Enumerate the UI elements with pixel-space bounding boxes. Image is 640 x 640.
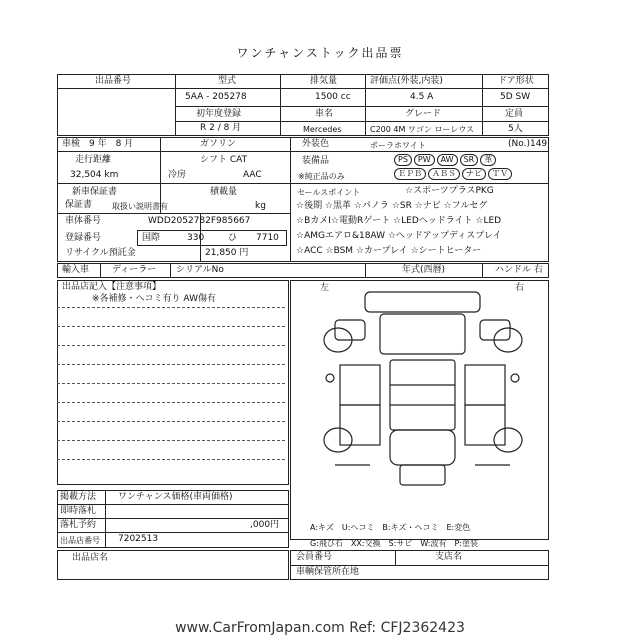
- equip-note: ※純正品のみ: [298, 172, 345, 181]
- reg-area: 国際: [142, 233, 161, 243]
- color-value: ポーラホワイト: [370, 141, 426, 150]
- mileage-label: 走行距離: [75, 155, 112, 165]
- car-name-label: 車名: [315, 109, 334, 119]
- equipment-label: 装備品: [302, 156, 330, 166]
- reg-kana: ひ: [228, 233, 238, 243]
- notes-header: 出品店記入【注意事項】: [62, 282, 162, 292]
- reg-class: 330: [187, 233, 205, 243]
- first-reg-value: R 2 / 8 月: [200, 123, 242, 133]
- newcar-label: 新車保証書: [72, 187, 118, 197]
- equip-row1: [394, 154, 498, 166]
- auction-label: 掲載方法: [60, 492, 97, 502]
- chassis-label: 車体番号: [65, 216, 102, 226]
- equip-leather: 革: [480, 154, 496, 166]
- legend-line-1: A:キズ U:ヘコミ B:キズ・ヘコミ E:変色: [310, 523, 471, 532]
- reg-label: 登録番号: [65, 233, 102, 243]
- model-value: 5AA - 205278: [185, 92, 247, 102]
- load-unit: kg: [255, 201, 266, 211]
- diagram-left-label: 左: [320, 283, 330, 293]
- recycle-label: リサイクル預託金: [65, 248, 136, 258]
- sheet-title: ワンチャンストック出品票: [236, 46, 404, 60]
- branch-label: 支店名: [435, 552, 463, 562]
- equip-navi: ナビ: [462, 168, 486, 180]
- score-label: 評価点(外装,内装): [370, 76, 443, 86]
- auction-value: ワンチャンス価格(車両価格): [118, 492, 233, 502]
- capacity-value: 5人: [508, 124, 523, 134]
- year-label: 年式(西暦): [402, 265, 446, 275]
- equip-abs: ＡＢＳ: [428, 168, 460, 180]
- load-label: 積載量: [210, 187, 238, 197]
- equip-tv: ＴＶ: [488, 168, 512, 180]
- diagram-right-label: 右: [515, 283, 525, 293]
- store-label: 出品店名: [72, 553, 109, 563]
- sales-line-5: ☆ACC ☆BSM ☆カープレイ ☆シートヒーター: [296, 246, 482, 256]
- immediate-label: 即時落札: [60, 506, 97, 516]
- sales-line-3: ☆BカメⅠ☆電動Rゲート ☆LEDヘッドライト ☆LED: [296, 216, 502, 226]
- equip-sr: SR: [460, 154, 479, 166]
- sales-line-4: ☆AMGエアロ&18AW ☆ヘッドアップディスプレイ: [296, 231, 502, 241]
- equip-epb: ＥＰＢ: [394, 168, 426, 180]
- reserve-label: 落札予約: [60, 520, 97, 530]
- grade-label: グレード: [405, 109, 442, 119]
- equip-pw: PW: [414, 154, 435, 166]
- displacement-value: 1500 cc: [315, 92, 351, 102]
- mileage-value: 32,504 km: [70, 170, 119, 180]
- equip-row2: [394, 168, 514, 180]
- chassis-value: WDD2052782F985667: [148, 216, 251, 226]
- serial-label: シリアルNo: [176, 265, 224, 275]
- member-label: 出品店番号: [60, 536, 100, 545]
- ac-label: 冷房: [168, 170, 187, 180]
- dealer-label: ディーラー: [112, 265, 157, 275]
- color-label: 外装色: [302, 139, 330, 149]
- handle-label: ハンドル 右: [495, 265, 543, 275]
- watermark-footer: www.CarFromJapan.com Ref: CFJ2362423: [175, 620, 465, 636]
- exhibit-label: 出品番号: [95, 76, 132, 86]
- grade-value: C200 4M ワゴン ローレウス: [370, 125, 475, 134]
- storage-label: 車輌保管所在地: [296, 567, 360, 577]
- shift-label: シフト CAT: [200, 155, 248, 165]
- manual-value: 取扱い説明書有: [112, 202, 168, 211]
- door-label: ドア形状: [498, 76, 534, 86]
- car-name-value: Mercedes: [303, 125, 342, 134]
- notes-line-1: ※各補修・ヘコミ有り AW傷有: [92, 294, 216, 304]
- door-value: 5D SW: [500, 92, 531, 102]
- recycle-value: 21,850 円: [205, 248, 249, 258]
- sales-line-1: ☆スポーツプラスPKG: [405, 186, 494, 196]
- score-value: 4.5 A: [410, 92, 434, 102]
- displacement-label: 排気量: [310, 76, 338, 86]
- sales-label: セールスポイント: [297, 188, 361, 197]
- equip-aw: AW: [437, 154, 458, 166]
- color-no: (No.)149: [508, 139, 548, 149]
- equip-ps: PS: [394, 154, 412, 166]
- sales-line-2: ☆後期 ☆黒革 ☆パノラ ☆SR ☆ナビ ☆フルセグ: [296, 201, 488, 211]
- legend-line-2: G:飛び石 XX:交換 S:サビ W:波有 P:塗装: [310, 539, 478, 548]
- member-no-label: 会員番号: [296, 552, 333, 562]
- reg-number: 7710: [256, 233, 279, 243]
- member-value: 7202513: [118, 534, 159, 544]
- fuel-value: ガソリン: [200, 139, 237, 149]
- capacity-label: 定員: [505, 109, 524, 119]
- import-label: 輸入車: [62, 265, 90, 275]
- car-diagram: [290, 280, 549, 505]
- warranty-label: 保証書: [65, 200, 93, 210]
- price-suffix: ,000円: [250, 520, 280, 530]
- ac-value: AAC: [243, 170, 262, 180]
- inspection-value: 車検 9 年 8 月: [62, 139, 134, 149]
- first-reg-label: 初年度登録: [196, 109, 242, 119]
- model-label: 型式: [218, 76, 237, 86]
